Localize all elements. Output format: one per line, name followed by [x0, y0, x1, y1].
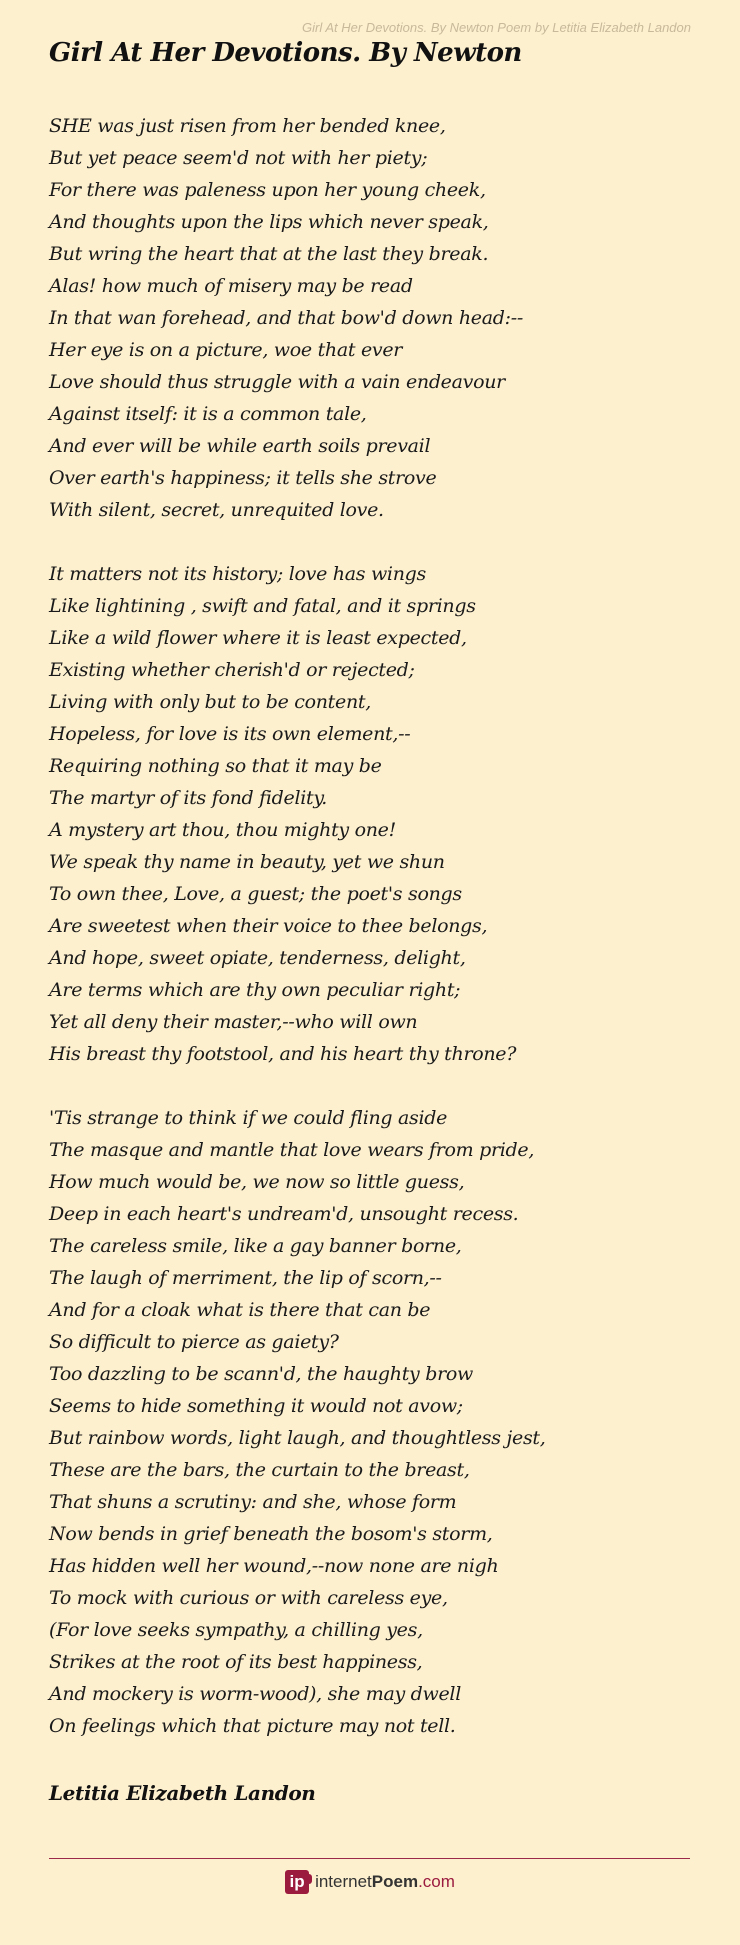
- poem-line: And hope, sweet opiate, tenderness, delight,: [49, 947, 466, 969]
- poem-line: These are the bars, the curtain to the breast,: [49, 1459, 470, 1481]
- poem-line: (For love seeks sympathy, a chilling yes,: [49, 1619, 423, 1641]
- poem-line: A mystery art thou, thou mighty one!: [49, 819, 396, 841]
- poem-line: Deep in each heart's undream'd, unsought recess.: [49, 1203, 519, 1225]
- footer-divider: [49, 1858, 690, 1859]
- poem-line: Now bends in grief beneath the bosom's storm,: [49, 1523, 493, 1545]
- poem-line: Has hidden well her wound,--now none are nigh: [49, 1555, 499, 1577]
- brand-main: Poem: [371, 1872, 419, 1891]
- poem-line: So difficult to pierce as gaiety?: [49, 1331, 339, 1353]
- poem-line: Are terms which are thy own peculiar right;: [49, 979, 461, 1001]
- poem-line: Love should thus struggle with a vain endeavour: [49, 371, 505, 393]
- poem-line: Yet all deny their master,--who will own: [49, 1011, 418, 1033]
- poem-line: Alas! how much of misery may be read: [49, 275, 413, 297]
- poem-line: And for a cloak what is there that can be: [49, 1299, 431, 1321]
- poem-line: The careless smile, like a gay banner borne,: [49, 1235, 462, 1257]
- site-brand-name: [315, 1872, 455, 1892]
- poem-line: On feelings which that picture may not tell.: [49, 1715, 456, 1737]
- poem-line: But yet peace seem'd not with her piety;: [49, 147, 428, 169]
- poem-line: SHE was just risen from her bended knee,: [49, 115, 446, 137]
- poem-line: His breast thy footstool, and his heart thy throne?: [49, 1043, 517, 1065]
- poem-line: Are sweetest when their voice to thee belongs,: [49, 915, 488, 937]
- poem-line: But wring the heart that at the last they break.: [49, 243, 489, 265]
- brand-suffix: .com: [418, 1872, 455, 1891]
- poem-line: Too dazzling to be scann'd, the haughty brow: [49, 1363, 473, 1385]
- poem-line: Like lightining , swift and fatal, and it springs: [49, 595, 476, 617]
- poem-body: [49, 110, 709, 1774]
- stanza-1: [49, 110, 709, 526]
- poem-line: To own thee, Love, a guest; the poet's songs: [49, 883, 462, 905]
- poem-line: And thoughts upon the lips which never speak,: [49, 211, 489, 233]
- stanza-3: [49, 1102, 709, 1742]
- poem-line: That shuns a scrutiny: and she, whose form: [49, 1491, 457, 1513]
- poem-line: Her eye is on a picture, woe that ever: [49, 339, 403, 361]
- poem-line: The laugh of merriment, the lip of scorn,--: [49, 1267, 442, 1289]
- poem-line: For there was paleness upon her young cheek,: [49, 179, 486, 201]
- poem-line: To mock with curious or with careless eye,: [49, 1587, 448, 1609]
- poem-line: 'Tis strange to think if we could fling aside: [49, 1107, 448, 1129]
- poem-line: But rainbow words, light laugh, and thoughtless jest,: [49, 1427, 546, 1449]
- poem-line: Requiring nothing so that it may be: [49, 755, 382, 777]
- stanza-2: [49, 558, 709, 1070]
- poem-line: In that wan forehead, and that bow'd down head:--: [49, 307, 523, 329]
- poem-title: Girl At Her Devotions. By Newton: [49, 38, 522, 68]
- page-caption: Girl At Her Devotions. By Newton Poem by Letitia Elizabeth Landon: [302, 20, 691, 35]
- poem-line: With silent, secret, unrequited love.: [49, 499, 384, 521]
- poem-line: The martyr of its fond fidelity.: [49, 787, 327, 809]
- poem-line: The masque and mantle that love wears from pride,: [49, 1139, 535, 1161]
- poem-line: Strikes at the root of its best happiness,: [49, 1651, 423, 1673]
- internetpoem-logo-icon: ip: [285, 1870, 309, 1894]
- poem-line: And mockery is worm-wood), she may dwell: [49, 1683, 461, 1705]
- poem-line: Over earth's happiness; it tells she strove: [49, 467, 437, 489]
- poem-line: How much would be, we now so little guess,: [49, 1171, 465, 1193]
- poem-line: We speak thy name in beauty, yet we shun: [49, 851, 445, 873]
- poem-line: Against itself: it is a common tale,: [49, 403, 367, 425]
- poem-line: Living with only but to be content,: [49, 691, 371, 713]
- poem-line: Hopeless, for love is its own element,--: [49, 723, 411, 745]
- poem-line: Like a wild flower where it is least expected,: [49, 627, 467, 649]
- poem-line: It matters not its history; love has wings: [49, 563, 426, 585]
- poem-line: Existing whether cherish'd or rejected;: [49, 659, 415, 681]
- poem-line: Seems to hide something it would not avow;: [49, 1395, 463, 1417]
- poem-line: And ever will be while earth soils prevail: [49, 435, 431, 457]
- site-footer-link[interactable]: [0, 1870, 740, 1894]
- brand-prefix: internet: [315, 1872, 372, 1891]
- poem-author: Letitia Elizabeth Landon: [49, 1781, 316, 1805]
